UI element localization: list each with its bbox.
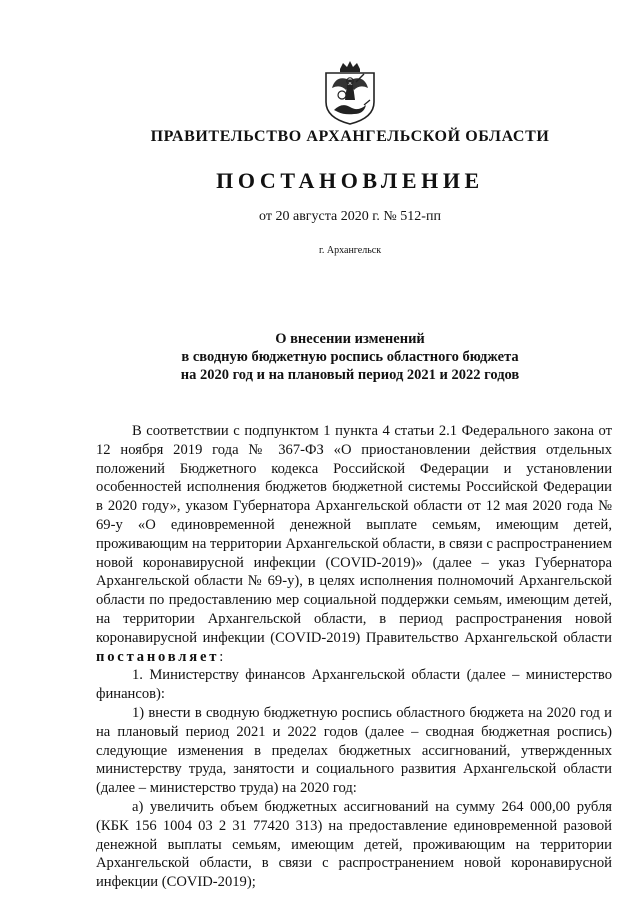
subject-line-1: О внесении изменений	[275, 331, 425, 347]
subject-line-3: на 2020 год и на плановый период 2021 и 2022 годов	[180, 367, 520, 383]
document-body	[96, 422, 612, 892]
organization-name: ПРАВИТЕЛЬСТВО АРХАНГЕЛЬСКОЙ ОБЛАСТИ	[150, 128, 550, 145]
paragraph-subitem-a: а) увеличить объем бюджетных ассигнований на сумму 264 000,00 рубля (КБК 156 1004 03 2 31 77420 313) на предоставление единовременной разовой денежной выплаты семьям, имеющим детей, проживающим на территории Архангельской области, в связи с распространением новой коронавирусной инфекции (COVID-2019);	[96, 798, 612, 891]
document-city: г. Архангельск	[318, 245, 382, 256]
paragraph-subitem-1: 1) внести в сводную бюджетную роспись областного бюджета на 2020 год и на плановый период 2021 и 2022 годов (далее – сводная бюджетная роспись) следующие изменения в пределах бюджетных ассигнований, утвержденных министерству труда, занятости и социального развития Архангельской области (далее – министерство труда) на 2020 год:	[96, 704, 612, 797]
document-date-number: от 20 августа 2020 г. № 512-пп	[259, 209, 441, 224]
paragraph-item-1: 1. Министерству финансов Архангельской области (далее – министерство финансов):	[96, 667, 612, 703]
paragraph-preamble	[96, 422, 612, 666]
document-type: ПОСТАНОВЛЕНИЕ	[216, 168, 484, 193]
preamble-end: :	[219, 648, 224, 665]
document-subject	[30, 330, 640, 384]
subject-line-2: в сводную бюджетную роспись областного бюджета	[181, 349, 519, 365]
preamble-text: В соответствии с подпунктом 1 пункта 4 статьи 2.1 Федерального закона от 12 ноября 2019 года № 367-ФЗ «О приостановлении действия отдельных положений Бюджетного кодекса Российской Федерации и установлении особенностей исполнения бюджетов бюджетной системы Российской Федерации в 2020 году», указом Губернатора Архангельской области от 12 мая 2020 года № 69-у «О единовременной денежной выплате семьям, имеющим детей, проживающим на территории Архангельской области, в связи с распространением новой коронавирусной инфекции (COVID-2019)» (далее – указ Губернатора Архангельской области № 69-у), в целях исполнения полномочий Архангельской области по предоставлению мер социальной поддержки семьям, имеющим детей, на территории Архангельской области, в период распространения новой коронавирусной инфекции (COVID-2019) Правительство Архангельской области	[96, 423, 612, 646]
coat-of-arms-icon	[318, 60, 382, 126]
resolution-verb: постановляет	[96, 648, 220, 665]
